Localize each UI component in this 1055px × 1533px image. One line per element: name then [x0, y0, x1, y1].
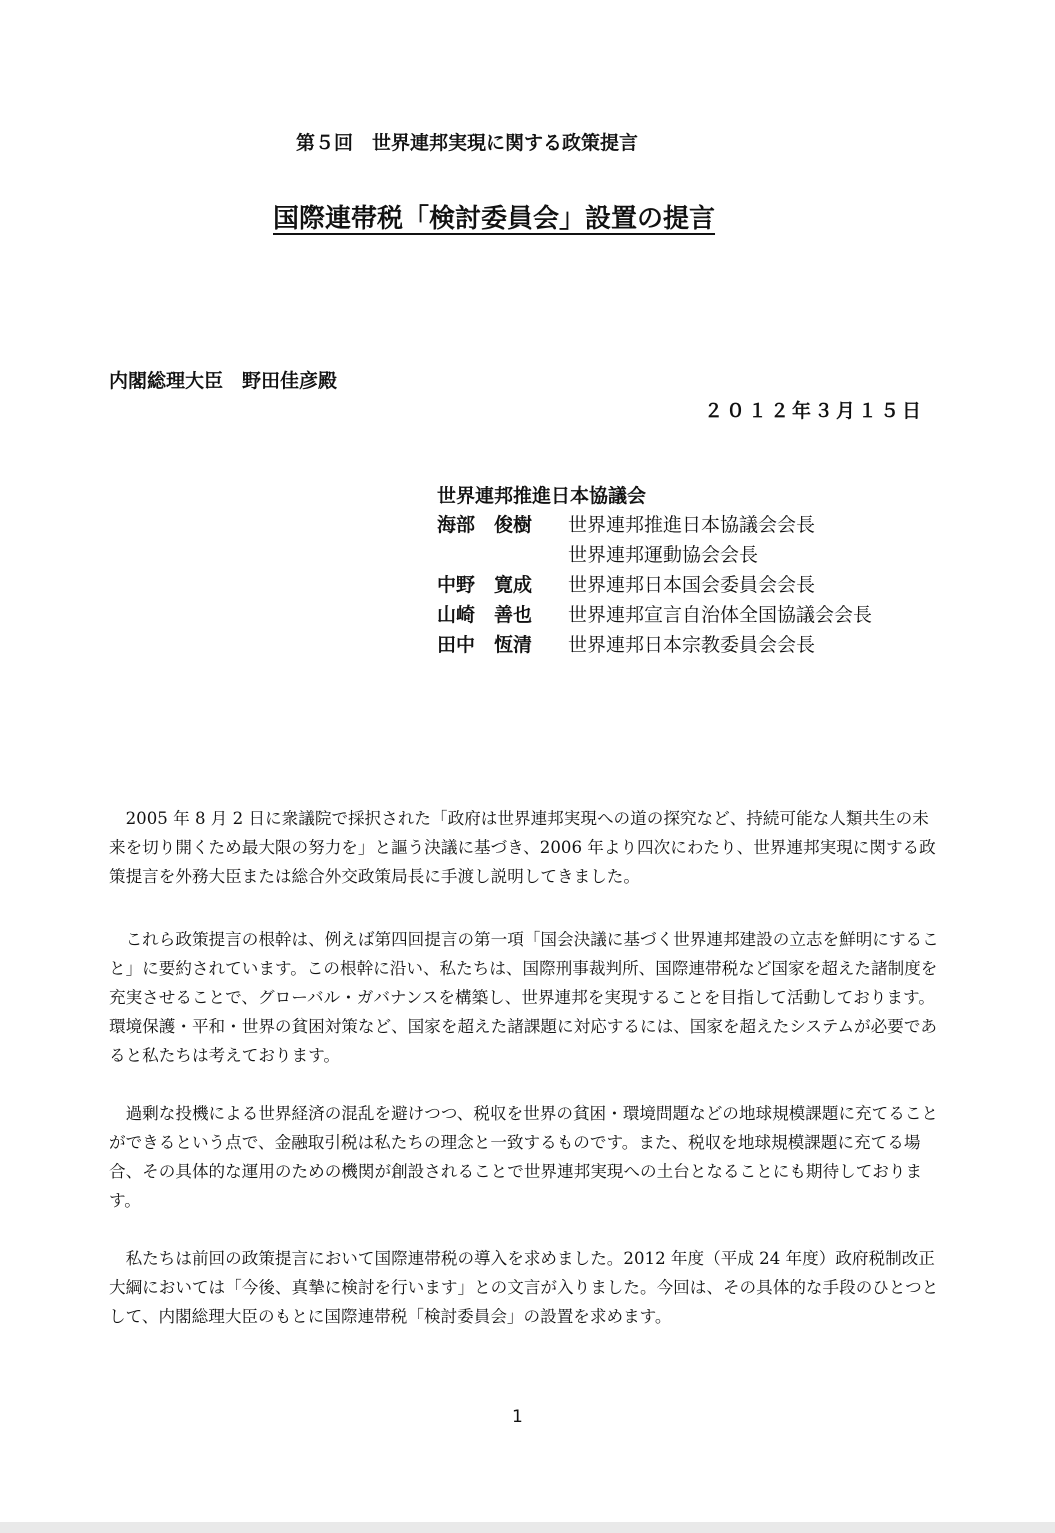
document-title: 国際連帯税「検討委員会」設置の提言 — [273, 204, 716, 234]
member-role: 世界連邦日本国会委員会会長 — [568, 574, 816, 596]
addressee: 内閣総理大臣 野田佳彦殿 — [109, 370, 338, 392]
member-role: 世界連邦宣言自治体全国協議会会長 — [568, 604, 873, 626]
member-name: 田中 恆清 — [437, 634, 533, 656]
member-role: 世界連邦運動協会会長 — [568, 544, 759, 566]
body-paragraph: これら政策提言の根幹は、例えば第四回提言の第一項「国会決議に基づく世界連邦建設の立志を鮮明にすること」に要約されています。この根幹に沿い、私たちは、国際刑事裁判所、国際連帯税など国家を超えた諸制度を充実させることで、グローバル・ガバナンスを構築し、世界連邦を実現することを目指して活動しております。環境保護・平和・世界の貧困対策など、国家を超えた諸課題に対応するには、国家を超えたシステムが必要であると私たちは考えております。 — [109, 930, 939, 1065]
document-subtitle: 第５回 世界連邦実現に関する政策提言 — [296, 132, 639, 154]
member-role: 世界連邦推進日本協議会会長 — [568, 514, 816, 536]
body-paragraph: 2005 年 8 月 2 日に衆議院で採択された「政府は世界連邦実現への道の探究など、持続可能な人類共生の未来を切り開くため最大限の努力を」と謳う決議に基づき、2006 年より四次にわたり、世界連邦実現に関する政策提言を外務大臣または総合外交政策局長に手渡し説明してきました。 — [109, 809, 936, 886]
member-role: 世界連邦日本宗教委員会会長 — [568, 634, 816, 656]
body-paragraph: 過剰な投機による世界経済の混乱を避けつつ、税収を世界の貧困・環境問題などの地球規模課題に充てることができるという点で、金融取引税は私たちの理念と一致するものです。また、税収を地球規模課題に充てる場合、その具体的な運用のための機関が創設されることで世界連邦実現への土台となることにも期待しております。 — [109, 1104, 939, 1210]
member-name: 山崎 善也 — [437, 604, 533, 626]
body-paragraph: 私たちは前回の政策提言において国際連帯税の導入を求めました。2012 年度（平成 24 年度）政府税制改正大綱においては「今後、真摯に検討を行います」との文言が入りました。今回は、その具体的な手段のひとつとして、内閣総理大臣のもとに国際連帯税「検討委員会」の設置を求めます。 — [109, 1249, 939, 1326]
organization-name: 世界連邦推進日本協議会 — [437, 485, 647, 507]
page-number: 1 — [512, 1407, 523, 1427]
viewer-bottom-edge — [0, 1522, 1055, 1533]
document-date: ２０１２年３月１５日 — [704, 400, 925, 422]
member-name: 海部 俊樹 — [437, 514, 533, 536]
member-name: 中野 寛成 — [437, 574, 533, 596]
